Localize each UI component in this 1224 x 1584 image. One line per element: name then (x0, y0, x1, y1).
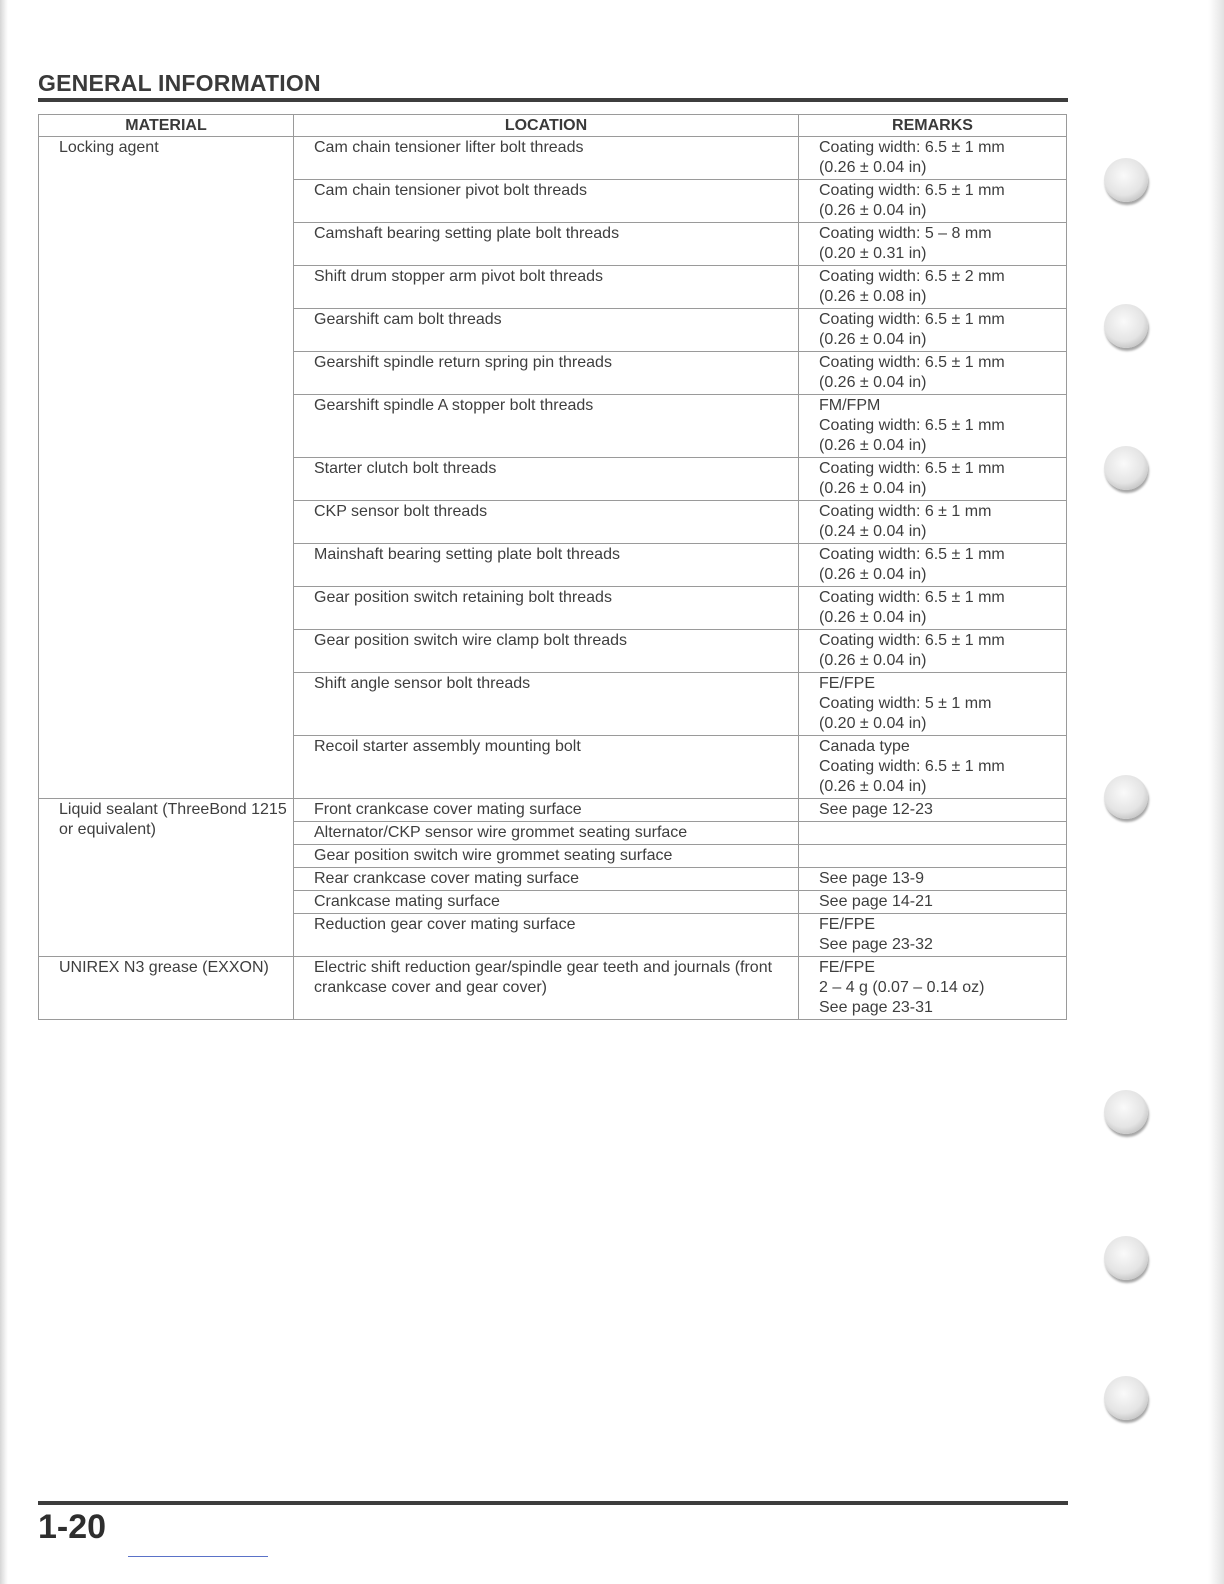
location-cell: Cam chain tensioner lifter bolt threads (294, 137, 799, 180)
remarks-line: FE/FPE (819, 916, 876, 933)
remarks-line: Canada type (819, 738, 910, 755)
binder-hole (1104, 775, 1148, 819)
location-cell: Gear position switch retaining bolt threads (294, 587, 799, 630)
remarks-line: Coating width: 6 ± 1 mm (819, 503, 992, 520)
footer-rule (38, 1501, 1068, 1505)
page-right-edge (1208, 0, 1224, 1584)
remarks-line: Coating width: 6.5 ± 1 mm (819, 632, 1005, 649)
remarks-line: See page 14-21 (819, 893, 933, 910)
remarks-line: Coating width: 5 ± 1 mm (819, 695, 992, 712)
remarks-cell (799, 673, 1067, 736)
remarks-cell (799, 868, 1067, 891)
remarks-cell (799, 736, 1067, 799)
remarks-line: (0.24 ± 0.04 in) (819, 523, 927, 540)
remarks-line: Coating width: 6.5 ± 2 mm (819, 268, 1005, 285)
column-header-remarks: REMARKS (799, 115, 1067, 137)
remarks-cell (799, 309, 1067, 352)
location-cell: Alternator/CKP sensor wire grommet seating surface (294, 822, 799, 845)
material-cell: Liquid sealant (ThreeBond 1215 or equivalent) (39, 799, 294, 957)
remarks-cell (799, 352, 1067, 395)
column-header-material: MATERIAL (39, 115, 294, 137)
page-number: 1-20 (38, 1508, 107, 1546)
remarks-line: (0.26 ± 0.04 in) (819, 437, 927, 454)
binder-hole (1104, 446, 1148, 490)
table-row (39, 799, 1067, 822)
remarks-line: FE/FPE (819, 959, 876, 976)
remarks-cell (799, 822, 1067, 845)
remarks-line: Coating width: 6.5 ± 1 mm (819, 417, 1005, 434)
remarks-empty (819, 823, 1060, 843)
remarks-line: Coating width: 6.5 ± 1 mm (819, 758, 1005, 775)
location-cell: Shift drum stopper arm pivot bolt threads (294, 266, 799, 309)
remarks-line: Coating width: 5 – 8 mm (819, 225, 992, 242)
remarks-line: See page 13-9 (819, 870, 924, 887)
remarks-line: (0.26 ± 0.04 in) (819, 331, 927, 348)
remarks-cell (799, 458, 1067, 501)
remarks-line: (0.26 ± 0.04 in) (819, 609, 927, 626)
remarks-line: 2 – 4 g (0.07 – 0.14 oz) (819, 979, 985, 996)
remarks-line: (0.26 ± 0.04 in) (819, 778, 927, 795)
location-cell: Reduction gear cover mating surface (294, 914, 799, 957)
remarks-line: See page 23-32 (819, 936, 933, 953)
binder-hole (1104, 158, 1148, 202)
remarks-cell (799, 799, 1067, 822)
material-cell: Locking agent (39, 137, 294, 799)
remarks-cell (799, 137, 1067, 180)
remarks-cell (799, 845, 1067, 868)
remarks-cell (799, 395, 1067, 458)
remarks-line: (0.26 ± 0.04 in) (819, 480, 927, 497)
remarks-cell (799, 266, 1067, 309)
remarks-line: (0.26 ± 0.04 in) (819, 374, 927, 391)
binder-hole (1104, 304, 1148, 348)
title-rule (38, 98, 1068, 102)
location-cell: Shift angle sensor bolt threads (294, 673, 799, 736)
remarks-line: (0.26 ± 0.04 in) (819, 159, 927, 176)
location-cell: Gearshift cam bolt threads (294, 309, 799, 352)
remarks-line: Coating width: 6.5 ± 1 mm (819, 354, 1005, 371)
remarks-cell (799, 957, 1067, 1020)
remarks-cell (799, 544, 1067, 587)
table-header-row (39, 115, 1067, 137)
remarks-line: (0.20 ± 0.04 in) (819, 715, 927, 732)
table-row (39, 137, 1067, 180)
remarks-line: FE/FPE (819, 675, 876, 692)
location-cell: Gearshift spindle A stopper bolt threads (294, 395, 799, 458)
column-header-location: LOCATION (294, 115, 799, 137)
location-cell: Electric shift reduction gear/spindle gear teeth and journals (front crankcase cover and gear cover) (294, 957, 799, 1020)
remarks-line: (0.26 ± 0.08 in) (819, 288, 927, 305)
remarks-cell (799, 630, 1067, 673)
remarks-line: See page 12-23 (819, 801, 933, 818)
remarks-cell (799, 180, 1067, 223)
location-cell: Cam chain tensioner pivot bolt threads (294, 180, 799, 223)
remarks-empty (819, 846, 1060, 866)
footer-underline (128, 1556, 268, 1557)
location-cell: CKP sensor bolt threads (294, 501, 799, 544)
remarks-line: (0.26 ± 0.04 in) (819, 566, 927, 583)
location-cell: Starter clutch bolt threads (294, 458, 799, 501)
binder-hole (1104, 1090, 1148, 1134)
remarks-line: Coating width: 6.5 ± 1 mm (819, 182, 1005, 199)
location-cell: Crankcase mating surface (294, 891, 799, 914)
remarks-line: Coating width: 6.5 ± 1 mm (819, 460, 1005, 477)
page-left-edge (0, 0, 8, 1584)
table-row (39, 957, 1067, 1020)
materials-table (38, 114, 1067, 1020)
remarks-cell (799, 891, 1067, 914)
remarks-cell (799, 587, 1067, 630)
location-cell: Mainshaft bearing setting plate bolt threads (294, 544, 799, 587)
remarks-line: Coating width: 6.5 ± 1 mm (819, 311, 1005, 328)
location-cell: Gearshift spindle return spring pin threads (294, 352, 799, 395)
material-cell: UNIREX N3 grease (EXXON) (39, 957, 294, 1020)
binder-hole (1104, 1236, 1148, 1280)
remarks-cell (799, 501, 1067, 544)
location-cell: Rear crankcase cover mating surface (294, 868, 799, 891)
remarks-line: See page 23-31 (819, 999, 933, 1016)
location-cell: Gear position switch wire grommet seating surface (294, 845, 799, 868)
remarks-line: FM/FPM (819, 397, 881, 414)
location-cell: Recoil starter assembly mounting bolt (294, 736, 799, 799)
remarks-line: (0.26 ± 0.04 in) (819, 652, 927, 669)
binder-hole (1104, 1376, 1148, 1420)
remarks-line: (0.20 ± 0.31 in) (819, 245, 927, 262)
table-body (39, 137, 1067, 1020)
remarks-line: (0.26 ± 0.04 in) (819, 202, 927, 219)
remarks-line: Coating width: 6.5 ± 1 mm (819, 546, 1005, 563)
remarks-cell (799, 223, 1067, 266)
remarks-cell (799, 914, 1067, 957)
location-cell: Gear position switch wire clamp bolt threads (294, 630, 799, 673)
location-cell: Camshaft bearing setting plate bolt threads (294, 223, 799, 266)
page-title: GENERAL INFORMATION (38, 70, 321, 96)
remarks-line: Coating width: 6.5 ± 1 mm (819, 139, 1005, 156)
remarks-line: Coating width: 6.5 ± 1 mm (819, 589, 1005, 606)
location-cell: Front crankcase cover mating surface (294, 799, 799, 822)
